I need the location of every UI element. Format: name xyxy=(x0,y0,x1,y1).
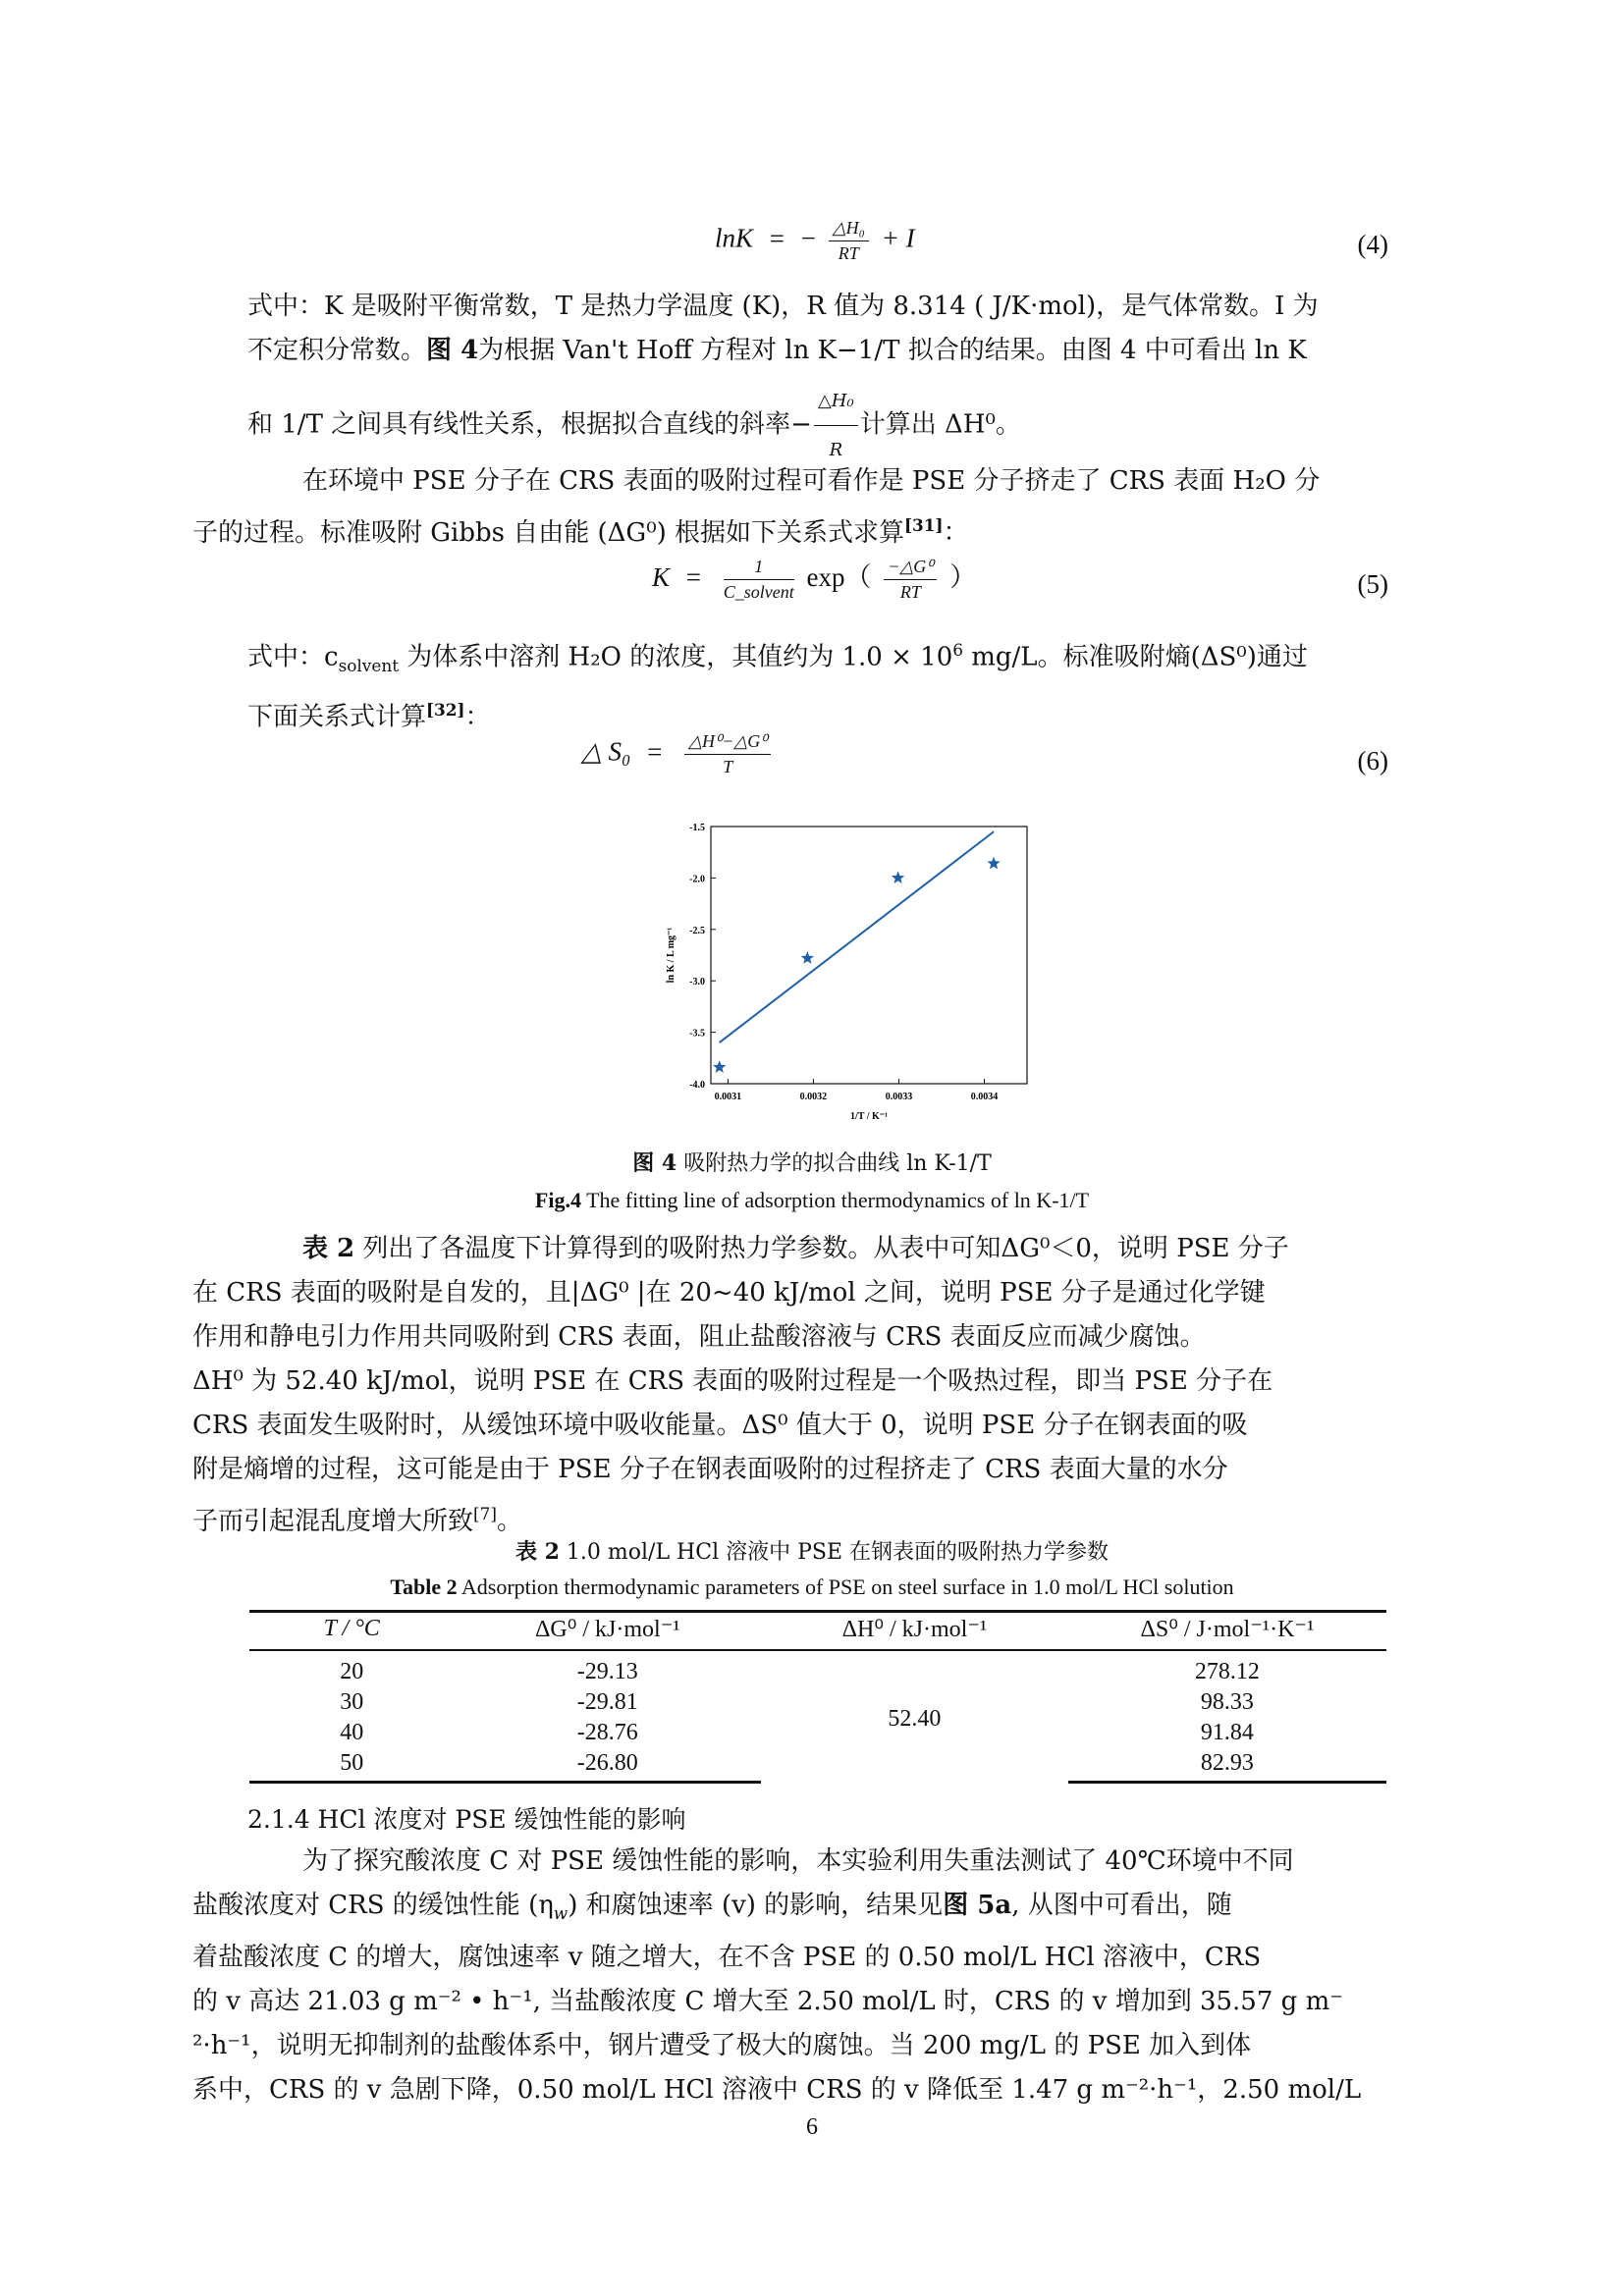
cell-dg: -29.13 xyxy=(576,1659,638,1684)
table-header-row xyxy=(249,1612,1386,1651)
eq6-numerator: △H⁰−△G⁰ xyxy=(684,731,771,755)
paragraph-3 xyxy=(247,628,1386,740)
para1-line2 xyxy=(247,329,1386,373)
fit-line xyxy=(720,831,994,1042)
table-2-label-cn: 表 2 xyxy=(514,1539,560,1565)
para1-line1: 式中：K 是吸附平衡常数，T 是热力学温度 (K)，R 值为 8.314 ( J/K·mol)，是气体常数。I 为 xyxy=(247,292,1319,321)
para2-line2a: 子的过程。标准吸附 Gibbs 自由能 (ΔG⁰) 根据如下关系式求算 xyxy=(192,517,905,548)
para3-line2a: 下面关系式计算 xyxy=(247,702,427,732)
y-tick-label: -1.5 xyxy=(689,823,705,833)
para5-line2-sub: w xyxy=(553,1903,568,1924)
paragraph-2 xyxy=(192,459,1386,556)
eq5-frac2-numerator: −△G⁰ xyxy=(884,557,937,580)
para2-line2b: ： xyxy=(943,517,969,548)
y-tick-label: -4.0 xyxy=(689,1080,705,1091)
paragraph-5 xyxy=(192,1840,1386,2112)
x-tick-label: 0.0033 xyxy=(885,1092,913,1102)
para5-line4: 的 v 高达 21.03 g m⁻² • h⁻¹, 当盐酸浓度 C 增大至 2.50 mol/L 时，CRS 的 v 增加到 35.57 g m⁻ xyxy=(192,1987,1343,2017)
para4-line5: CRS 表面发生吸附时，从缓蚀环境中吸收能量。ΔS⁰ 值大于 0，说明 PSE 分子在钢表面的吸 xyxy=(192,1411,1248,1440)
para1-line3b: 计算出 ΔH⁰。 xyxy=(859,409,1021,440)
figure-4-text-cn: 吸附热力学的拟合曲线 ln K-1/T xyxy=(677,1151,992,1176)
para1-line2a: 不定积分常数。 xyxy=(247,336,427,365)
cell-ds: 82.93 xyxy=(1068,1748,1386,1783)
table-2-label-en: Table 2 xyxy=(390,1575,458,1599)
table-2 xyxy=(249,1610,1386,1784)
eq5-frac1-numerator: 1 xyxy=(724,557,794,580)
equation-4-number: (4) xyxy=(1357,230,1388,259)
cell-dg: -26.80 xyxy=(454,1748,761,1783)
x-tick-label: 0.0034 xyxy=(970,1092,999,1102)
figure-5a-ref: 图 5a xyxy=(943,1891,1012,1920)
eq6-denominator: T xyxy=(723,757,733,776)
para3-line1 xyxy=(247,628,1386,688)
x-tick-label: 0.0032 xyxy=(799,1092,828,1102)
table-2-title-cn xyxy=(0,1535,1624,1566)
eq4-numerator: △H₀ xyxy=(829,218,869,241)
data-point-star xyxy=(987,857,1000,870)
figure-4-chart xyxy=(648,815,1060,1139)
slope-fraction xyxy=(814,379,858,472)
header-delta-g: ΔG⁰ / kJ·mol⁻¹ xyxy=(454,1612,761,1651)
para4-line1: 列出了各温度下计算得到的吸附热力学参数。从表中可知ΔG⁰＜0，说明 PSE 分子 xyxy=(354,1234,1289,1263)
page-number: 6 xyxy=(806,2114,818,2140)
para4-line3: 作用和静电引力作用共同吸附到 CRS 表面，阻止盐酸溶液与 CRS 表面反应而减少腐蚀。 xyxy=(192,1322,1206,1352)
y-tick-label: -2.5 xyxy=(689,925,705,936)
equation-6-number: (6) xyxy=(1357,746,1388,775)
eq5-exp: exp（ xyxy=(806,562,872,592)
para4-line4: ΔH⁰ 为 52.40 kJ/mol，说明 PSE 在 CRS 表面的吸附过程是一个吸热过程，即当 PSE 分子在 xyxy=(192,1366,1273,1396)
table-2-title-en xyxy=(0,1575,1624,1600)
eq4-minus: − xyxy=(800,223,816,253)
table-2-text-en: Adsorption thermodynamic parameters of PSE on steel surface in 1.0 mol/L HCl solution xyxy=(457,1575,1234,1599)
data-point-star xyxy=(892,871,904,883)
para3-line1b: 为体系中溶剂 H₂O 的浓度，其值约为 1.0 × 10 xyxy=(399,642,953,672)
para5-line3: 着盐酸浓度 C 的增大，腐蚀速率 v 随之增大，在不含 PSE 的 0.50 mol/L HCl 溶液中，CRS xyxy=(192,1943,1262,1973)
x-tick-label: 0.0031 xyxy=(714,1092,742,1102)
data-point-star xyxy=(801,951,814,964)
plot-frame xyxy=(711,827,1027,1084)
cell-ds: 98.33 xyxy=(1200,1689,1254,1715)
y-tick-label: -3.0 xyxy=(689,977,705,988)
para4-line6: 附是熵增的过程，这可能是由于 PSE 分子在钢表面吸附的过程挤走了 CRS 表面大量的水分 xyxy=(192,1455,1228,1484)
para3-line2b: ： xyxy=(464,702,491,732)
figure-4-label-cn: 图 4 xyxy=(632,1150,677,1176)
ref-31: [31] xyxy=(904,515,944,535)
figure-4-caption-cn xyxy=(0,1147,1624,1177)
para1-line3 xyxy=(247,379,1386,472)
cell-t: 40 xyxy=(340,1720,364,1745)
eq5-fraction-2 xyxy=(884,557,937,603)
eq4-denominator: RT xyxy=(838,243,859,263)
ref-32: [32] xyxy=(426,699,465,720)
eq4-lhs: lnK xyxy=(715,223,754,253)
y-tick-label: -2.0 xyxy=(689,874,705,885)
cell-t: 50 xyxy=(249,1748,454,1783)
para1-line3a: 和 1/T 之间具有线性关系，根据拟合直线的斜率− xyxy=(247,409,812,440)
eq4-fraction xyxy=(829,218,869,264)
table-row xyxy=(249,1650,1386,1687)
para5-line5: ²·h⁻¹，说明无抑制剂的盐酸体系中，钢片遭受了极大的腐蚀。当 200 mg/L 的 PSE 加入到体 xyxy=(192,2031,1252,2061)
paragraph-4 xyxy=(192,1227,1386,1544)
para3-line1c: mg/L。标准吸附熵(ΔS⁰)通过 xyxy=(962,642,1308,672)
cell-dg: -29.81 xyxy=(576,1689,638,1715)
table-2-text-cn: 1.0 mol/L HCl 溶液中 PSE 在钢表面的吸附热力学参数 xyxy=(559,1540,1110,1565)
equation-4 xyxy=(715,218,915,264)
cell-ds: 91.84 xyxy=(1200,1720,1254,1745)
eq5-frac1-denominator: C_solvent xyxy=(723,582,794,603)
para3-line1-sup: 6 xyxy=(952,640,963,660)
figure-4-label-en: Fig.4 xyxy=(534,1188,581,1212)
section-heading: 2.1.4 HCl 浓度对 PSE 缓蚀性能的影响 xyxy=(247,1805,686,1834)
cell-ds: 278.12 xyxy=(1194,1659,1260,1684)
header-delta-s: ΔS⁰ / J·mol⁻¹·K⁻¹ xyxy=(1068,1612,1386,1651)
slope-denominator: R xyxy=(829,440,843,460)
slope-numerator: △H₀ xyxy=(814,379,858,426)
para4-line7: 子而引起混乱度增大所致 xyxy=(192,1506,474,1536)
para3-line1-sub: solvent xyxy=(338,655,400,675)
para3-line2 xyxy=(247,688,1386,740)
eq5-fraction-1 xyxy=(724,557,794,603)
cell-t: 20 xyxy=(340,1659,364,1684)
eq5-frac2-denominator: RT xyxy=(899,582,921,603)
x-axis-label: 1/T / K⁻¹ xyxy=(849,1111,889,1122)
figure-4-ref: 图 4 xyxy=(426,336,479,365)
figure-4-caption-en xyxy=(0,1188,1624,1213)
para4-line7b: 。 xyxy=(496,1506,522,1536)
cell-t: 30 xyxy=(340,1689,364,1715)
equation-5-number: (5) xyxy=(1357,569,1388,599)
eq6-lhs: △ S₀ xyxy=(581,736,631,767)
eq6-fraction xyxy=(684,731,771,777)
para3-line1a: 式中：c xyxy=(247,642,339,672)
figure-4-text-en: The fitting line of adsorption thermodynamics of ln K-1/T xyxy=(580,1188,1090,1212)
eq4-equals: = xyxy=(769,223,785,253)
para5-line1: 为了探究酸浓度 C 对 PSE 缓蚀性能的影响，本实验利用失重法测试了 40℃环境中不同 xyxy=(302,1846,1294,1876)
equation-5 xyxy=(652,556,976,603)
table-2-ref: 表 2 xyxy=(302,1234,355,1263)
para5-line2c: , 从图中可看出，随 xyxy=(1011,1891,1232,1920)
para5-line2b: ) 和腐蚀速率 (v) 的影响，结果见 xyxy=(568,1891,944,1920)
cell-dg: -28.76 xyxy=(576,1720,638,1745)
para5-line6: 系中，CRS 的 v 急剧下降，0.50 mol/L HCl 溶液中 CRS 的 v 降低至 1.47 g m⁻²·h⁻¹，2.50 mol/L xyxy=(192,2075,1362,2106)
ref-7: [7] xyxy=(473,1504,497,1523)
para4-line2: 在 CRS 表面的吸附是自发的，且|ΔG⁰ |在 20~40 kJ/mol 之间，说明 PSE 分子是通过化学键 xyxy=(192,1278,1266,1308)
equation-6 xyxy=(581,731,777,777)
eq5-close: ） xyxy=(949,562,977,592)
y-axis-label: ln K / L mg⁻¹ xyxy=(666,927,677,984)
eq5-equals: = xyxy=(685,562,701,592)
para2-line1: 在环境中 PSE 分子在 CRS 表面的吸附过程可看作是 PSE 分子挤走了 CRS 表面 H₂O 分 xyxy=(302,466,1321,496)
data-point-star xyxy=(713,1060,726,1073)
para1-line2c: 为根据 Van't Hoff 方程对 ln K−1/T 拟合的结果。由图 4 中可看出 ln K xyxy=(478,336,1307,365)
y-tick-label: -3.5 xyxy=(689,1028,705,1040)
eq5-lhs: K xyxy=(652,562,671,592)
cell-dh-merged: 52.40 xyxy=(888,1706,942,1733)
header-temperature: T / °C xyxy=(249,1612,454,1651)
eq6-equals: = xyxy=(647,736,663,767)
header-delta-h: ΔH⁰ / kJ·mol⁻¹ xyxy=(761,1612,1068,1651)
paragraph-1 xyxy=(247,285,1386,472)
eq4-tail: + I xyxy=(881,223,915,253)
para5-line2a: 盐酸浓度对 CRS 的缓蚀性能 (η xyxy=(192,1891,554,1920)
